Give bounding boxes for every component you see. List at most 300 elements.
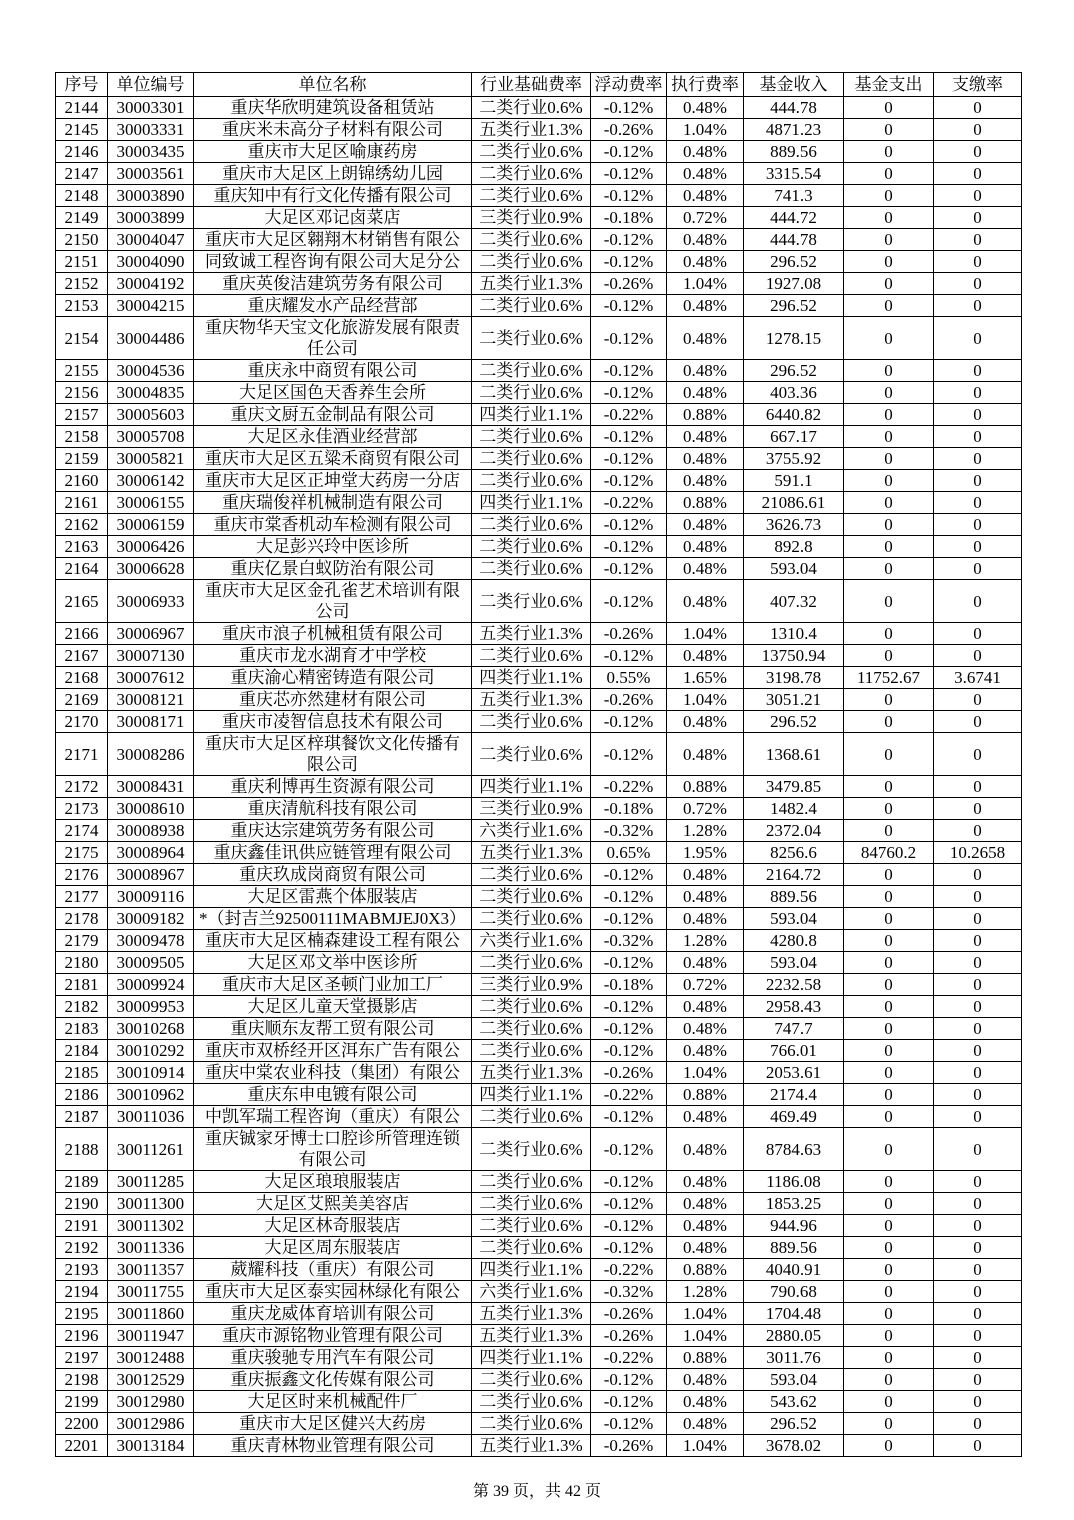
applied-rate-cell: 0.48% [667, 514, 744, 536]
fund-expenditure-cell: 0 [844, 733, 934, 776]
payment-ratio-cell: 0 [934, 426, 1022, 448]
unit-code-cell: 30008171 [108, 711, 194, 733]
unit-name-cell: 重庆市大足区健兴大药房 [194, 1413, 472, 1435]
payment-ratio-cell: 0 [934, 952, 1022, 974]
applied-rate-cell: 0.88% [667, 1259, 744, 1281]
floating-rate-cell: -0.18% [591, 798, 667, 820]
table-row [56, 1193, 1022, 1215]
table-row [56, 930, 1022, 952]
table-row [56, 1413, 1022, 1435]
fund-expenditure-cell: 0 [844, 229, 934, 251]
fund-expenditure-cell: 0 [844, 317, 934, 360]
payment-ratio-cell: 0 [934, 382, 1022, 404]
applied-rate-cell: 0.48% [667, 360, 744, 382]
seq-cell: 2159 [56, 448, 108, 470]
fund-income-cell: 3315.54 [744, 163, 844, 185]
unit-code-cell: 30006159 [108, 514, 194, 536]
applied-rate-cell: 0.48% [667, 1193, 744, 1215]
table-row [56, 996, 1022, 1018]
floating-rate-cell: -0.32% [591, 820, 667, 842]
applied-rate-cell: 0.48% [667, 163, 744, 185]
seq-cell: 2151 [56, 251, 108, 273]
payment-ratio-cell: 0 [934, 776, 1022, 798]
fund-income-cell: 3626.73 [744, 514, 844, 536]
table-row [56, 1106, 1022, 1128]
floating-rate-cell: -0.12% [591, 470, 667, 492]
unit-code-cell: 30009953 [108, 996, 194, 1018]
fund-expenditure-cell: 0 [844, 163, 934, 185]
payment-ratio-cell: 0 [934, 798, 1022, 820]
unit-name-cell: 重庆达宗建筑劳务有限公司 [194, 820, 472, 842]
applied-rate-cell: 0.48% [667, 1369, 744, 1391]
fund-table [55, 72, 1022, 1457]
payment-ratio-cell: 0 [934, 645, 1022, 667]
unit-code-cell: 30008964 [108, 842, 194, 864]
industry-base-rate-cell: 二类行业0.6% [472, 1215, 591, 1237]
applied-rate-cell: 0.48% [667, 295, 744, 317]
applied-rate-cell: 0.48% [667, 229, 744, 251]
payment-ratio-cell: 0 [934, 317, 1022, 360]
fund-income-cell: 469.49 [744, 1106, 844, 1128]
table-row [56, 448, 1022, 470]
unit-name-cell: 重庆骏驰专用汽车有限公司 [194, 1347, 472, 1369]
fund-income-cell: 1368.61 [744, 733, 844, 776]
applied-rate-cell: 0.48% [667, 251, 744, 273]
applied-rate-cell: 0.48% [667, 558, 744, 580]
applied-rate-cell: 0.48% [667, 426, 744, 448]
payment-ratio-cell: 0 [934, 996, 1022, 1018]
table-row [56, 536, 1022, 558]
industry-base-rate-cell: 二类行业0.6% [472, 1413, 591, 1435]
unit-name-cell: 葳耀科技（重庆）有限公司 [194, 1259, 472, 1281]
unit-name-cell: 重庆市大足区五粱禾商贸有限公司 [194, 448, 472, 470]
fund-expenditure-cell: 0 [844, 558, 934, 580]
industry-base-rate-cell: 五类行业1.3% [472, 119, 591, 141]
payment-ratio-cell: 0 [934, 1303, 1022, 1325]
seq-cell: 2173 [56, 798, 108, 820]
payment-ratio-cell: 0 [934, 1391, 1022, 1413]
applied-rate-cell: 1.04% [667, 1325, 744, 1347]
applied-rate-cell: 0.48% [667, 141, 744, 163]
floating-rate-cell: -0.12% [591, 1171, 667, 1193]
industry-base-rate-cell: 二类行业0.6% [472, 1128, 591, 1171]
fund-income-cell: 296.52 [744, 251, 844, 273]
seq-cell: 2148 [56, 185, 108, 207]
table-body [56, 97, 1022, 1457]
floating-rate-cell: -0.12% [591, 864, 667, 886]
fund-expenditure-cell: 0 [844, 1259, 934, 1281]
floating-rate-cell: -0.12% [591, 558, 667, 580]
fund-income-cell: 2232.58 [744, 974, 844, 996]
table-row [56, 1347, 1022, 1369]
seq-cell: 2195 [56, 1303, 108, 1325]
unit-code-cell: 30003561 [108, 163, 194, 185]
payment-ratio-cell: 0 [934, 141, 1022, 163]
seq-cell: 2155 [56, 360, 108, 382]
payment-ratio-cell: 0 [934, 404, 1022, 426]
floating-rate-cell: -0.26% [591, 1062, 667, 1084]
fund-expenditure-cell: 0 [844, 1237, 934, 1259]
fund-expenditure-cell: 0 [844, 996, 934, 1018]
unit-name-cell: 大足区周东服装店 [194, 1237, 472, 1259]
fund-expenditure-cell: 0 [844, 295, 934, 317]
fund-income-cell: 593.04 [744, 1369, 844, 1391]
floating-rate-cell: -0.12% [591, 711, 667, 733]
fund-income-cell: 3479.85 [744, 776, 844, 798]
unit-name-cell: *（封吉兰92500111MABMJEJ0X3） [194, 908, 472, 930]
table-row [56, 97, 1022, 119]
table-row [56, 820, 1022, 842]
industry-base-rate-cell: 二类行业0.6% [472, 382, 591, 404]
seq-cell: 2187 [56, 1106, 108, 1128]
applied-rate-cell: 0.48% [667, 1171, 744, 1193]
unit-code-cell: 30008286 [108, 733, 194, 776]
applied-rate-cell: 0.48% [667, 448, 744, 470]
payment-ratio-cell: 0 [934, 733, 1022, 776]
table-row [56, 1171, 1022, 1193]
payment-ratio-cell: 0 [934, 207, 1022, 229]
fund-expenditure-cell: 0 [844, 360, 934, 382]
applied-rate-cell: 0.48% [667, 864, 744, 886]
seq-cell: 2150 [56, 229, 108, 251]
fund-income-cell: 3755.92 [744, 448, 844, 470]
fund-expenditure-cell: 0 [844, 97, 934, 119]
table-row [56, 185, 1022, 207]
table-row [56, 317, 1022, 360]
applied-rate-cell: 0.48% [667, 1040, 744, 1062]
payment-ratio-cell: 0 [934, 1084, 1022, 1106]
payment-ratio-cell: 0 [934, 97, 1022, 119]
seq-cell: 2163 [56, 536, 108, 558]
page-number-footer: 第 39 页，共 42 页 [472, 1483, 601, 1500]
seq-cell: 2200 [56, 1413, 108, 1435]
floating-rate-cell: -0.12% [591, 382, 667, 404]
floating-rate-cell: -0.12% [591, 1106, 667, 1128]
floating-rate-cell: -0.12% [591, 645, 667, 667]
industry-base-rate-cell: 二类行业0.6% [472, 1237, 591, 1259]
fund-income-cell: 2053.61 [744, 1062, 844, 1084]
fund-expenditure-cell: 0 [844, 514, 934, 536]
unit-code-cell: 30008431 [108, 776, 194, 798]
unit-code-cell: 30012980 [108, 1391, 194, 1413]
fund-income-cell: 8784.63 [744, 1128, 844, 1171]
fund-expenditure-cell: 0 [844, 185, 934, 207]
fund-income-cell: 444.78 [744, 97, 844, 119]
industry-base-rate-cell: 二类行业0.6% [472, 514, 591, 536]
unit-name-cell: 重庆振鑫文化传媒有限公司 [194, 1369, 472, 1391]
payment-ratio-cell: 0 [934, 1369, 1022, 1391]
floating-rate-cell: -0.32% [591, 930, 667, 952]
unit-name-cell: 重庆市源铭物业管理有限公司 [194, 1325, 472, 1347]
industry-base-rate-cell: 二类行业0.6% [472, 886, 591, 908]
applied-rate-cell: 0.88% [667, 404, 744, 426]
unit-code-cell: 30005603 [108, 404, 194, 426]
seq-cell: 2194 [56, 1281, 108, 1303]
unit-code-cell: 30008121 [108, 689, 194, 711]
industry-base-rate-cell: 二类行业0.6% [472, 558, 591, 580]
floating-rate-cell: -0.12% [591, 514, 667, 536]
table-row [56, 798, 1022, 820]
applied-rate-cell: 0.72% [667, 798, 744, 820]
payment-ratio-cell: 0 [934, 1281, 1022, 1303]
payment-ratio-cell: 0 [934, 711, 1022, 733]
table-row [56, 864, 1022, 886]
fund-income-cell: 944.96 [744, 1215, 844, 1237]
table-row [56, 580, 1022, 623]
fund-income-cell: 3051.21 [744, 689, 844, 711]
col-header-floating-rate: 浮动费率 [591, 73, 667, 97]
floating-rate-cell: -0.12% [591, 886, 667, 908]
floating-rate-cell: -0.12% [591, 141, 667, 163]
col-header-fund-expenditure: 基金支出 [844, 73, 934, 97]
fund-income-cell: 1927.08 [744, 273, 844, 295]
unit-name-cell: 大足区时来机械配件厂 [194, 1391, 472, 1413]
industry-base-rate-cell: 五类行业1.3% [472, 689, 591, 711]
fund-income-cell: 790.68 [744, 1281, 844, 1303]
fund-expenditure-cell: 0 [844, 1369, 934, 1391]
col-header-unit-code: 单位编号 [108, 73, 194, 97]
unit-code-cell: 30011755 [108, 1281, 194, 1303]
fund-expenditure-cell: 0 [844, 426, 934, 448]
fund-expenditure-cell: 0 [844, 1413, 934, 1435]
payment-ratio-cell: 0 [934, 1413, 1022, 1435]
unit-name-cell: 大足区琅琅服装店 [194, 1171, 472, 1193]
unit-code-cell: 30006142 [108, 470, 194, 492]
unit-name-cell: 重庆市大足区泰实园林绿化有限公 [194, 1281, 472, 1303]
unit-code-cell: 30010292 [108, 1040, 194, 1062]
col-header-industry-base-rate: 行业基础费率 [472, 73, 591, 97]
floating-rate-cell: -0.12% [591, 317, 667, 360]
industry-base-rate-cell: 二类行业0.6% [472, 229, 591, 251]
seq-cell: 2198 [56, 1369, 108, 1391]
industry-base-rate-cell: 二类行业0.6% [472, 470, 591, 492]
seq-cell: 2188 [56, 1128, 108, 1171]
unit-name-cell: 重庆龙威体育培训有限公司 [194, 1303, 472, 1325]
fund-expenditure-cell: 0 [844, 141, 934, 163]
unit-code-cell: 30011300 [108, 1193, 194, 1215]
floating-rate-cell: -0.12% [591, 536, 667, 558]
seq-cell: 2162 [56, 514, 108, 536]
fund-income-cell: 543.62 [744, 1391, 844, 1413]
unit-name-cell: 重庆市浪子机械租赁有限公司 [194, 623, 472, 645]
table-row [56, 1303, 1022, 1325]
payment-ratio-cell: 0 [934, 492, 1022, 514]
industry-base-rate-cell: 二类行业0.6% [472, 1391, 591, 1413]
table-row [56, 1325, 1022, 1347]
table-row [56, 251, 1022, 273]
unit-name-cell: 重庆铖家牙博士口腔诊所管理连锁有限公司 [194, 1128, 472, 1171]
fund-expenditure-cell: 0 [844, 1215, 934, 1237]
payment-ratio-cell: 3.6741 [934, 667, 1022, 689]
fund-expenditure-cell: 0 [844, 207, 934, 229]
fund-income-cell: 21086.61 [744, 492, 844, 514]
applied-rate-cell: 0.48% [667, 645, 744, 667]
unit-code-cell: 30005708 [108, 426, 194, 448]
unit-name-cell: 重庆耀发水产品经营部 [194, 295, 472, 317]
seq-cell: 2171 [56, 733, 108, 776]
unit-code-cell: 30008967 [108, 864, 194, 886]
fund-income-cell: 1482.4 [744, 798, 844, 820]
seq-cell: 2145 [56, 119, 108, 141]
applied-rate-cell: 0.48% [667, 952, 744, 974]
payment-ratio-cell: 0 [934, 119, 1022, 141]
fund-expenditure-cell: 0 [844, 119, 934, 141]
seq-cell: 2174 [56, 820, 108, 842]
table-row [56, 645, 1022, 667]
applied-rate-cell: 0.88% [667, 776, 744, 798]
floating-rate-cell: -0.12% [591, 1018, 667, 1040]
applied-rate-cell: 0.88% [667, 492, 744, 514]
table-row [56, 514, 1022, 536]
table-row [56, 558, 1022, 580]
fund-expenditure-cell: 0 [844, 1281, 934, 1303]
fund-income-cell: 892.8 [744, 536, 844, 558]
seq-cell: 2180 [56, 952, 108, 974]
payment-ratio-cell: 0 [934, 229, 1022, 251]
industry-base-rate-cell: 四类行业1.1% [472, 1084, 591, 1106]
table-row [56, 842, 1022, 864]
fund-expenditure-cell: 0 [844, 623, 934, 645]
seq-cell: 2193 [56, 1259, 108, 1281]
table-row [56, 952, 1022, 974]
industry-base-rate-cell: 二类行业0.6% [472, 97, 591, 119]
applied-rate-cell: 0.48% [667, 1215, 744, 1237]
applied-rate-cell: 0.48% [667, 1237, 744, 1259]
fund-income-cell: 6440.82 [744, 404, 844, 426]
payment-ratio-cell: 0 [934, 1106, 1022, 1128]
fund-income-cell: 591.1 [744, 470, 844, 492]
industry-base-rate-cell: 四类行业1.1% [472, 492, 591, 514]
seq-cell: 2172 [56, 776, 108, 798]
table-row [56, 1018, 1022, 1040]
payment-ratio-cell: 0 [934, 1128, 1022, 1171]
unit-name-cell: 重庆文厨五金制品有限公司 [194, 404, 472, 426]
fund-expenditure-cell: 0 [844, 689, 934, 711]
unit-code-cell: 30009116 [108, 886, 194, 908]
payment-ratio-cell: 0 [934, 886, 1022, 908]
floating-rate-cell: 0.65% [591, 842, 667, 864]
unit-name-cell: 重庆市大足区喻康药房 [194, 141, 472, 163]
floating-rate-cell: -0.12% [591, 1193, 667, 1215]
applied-rate-cell: 1.04% [667, 1435, 744, 1457]
applied-rate-cell: 0.48% [667, 908, 744, 930]
fund-income-cell: 296.52 [744, 295, 844, 317]
fund-expenditure-cell: 0 [844, 251, 934, 273]
seq-cell: 2168 [56, 667, 108, 689]
applied-rate-cell: 1.04% [667, 689, 744, 711]
fund-expenditure-cell: 0 [844, 1193, 934, 1215]
unit-name-cell: 大足区邓记卤菜店 [194, 207, 472, 229]
payment-ratio-cell: 0 [934, 1193, 1022, 1215]
unit-code-cell: 30003435 [108, 141, 194, 163]
seq-cell: 2191 [56, 1215, 108, 1237]
seq-cell: 2177 [56, 886, 108, 908]
fund-expenditure-cell: 0 [844, 1171, 934, 1193]
fund-expenditure-cell: 0 [844, 952, 934, 974]
fund-expenditure-cell: 0 [844, 1303, 934, 1325]
unit-name-cell: 大足区林奇服装店 [194, 1215, 472, 1237]
applied-rate-cell: 1.95% [667, 842, 744, 864]
seq-cell: 2153 [56, 295, 108, 317]
fund-income-cell: 741.3 [744, 185, 844, 207]
seq-cell: 2149 [56, 207, 108, 229]
industry-base-rate-cell: 二类行业0.6% [472, 864, 591, 886]
industry-base-rate-cell: 六类行业1.6% [472, 930, 591, 952]
floating-rate-cell: -0.12% [591, 1128, 667, 1171]
unit-name-cell: 重庆中棠农业科技（集团）有限公 [194, 1062, 472, 1084]
payment-ratio-cell: 0 [934, 930, 1022, 952]
unit-name-cell: 重庆市大足区正坤堂大药房一分店 [194, 470, 472, 492]
unit-code-cell: 30004192 [108, 273, 194, 295]
unit-code-cell: 30012488 [108, 1347, 194, 1369]
floating-rate-cell: -0.12% [591, 229, 667, 251]
industry-base-rate-cell: 二类行业0.6% [472, 360, 591, 382]
payment-ratio-cell: 0 [934, 273, 1022, 295]
floating-rate-cell: -0.26% [591, 689, 667, 711]
unit-name-cell: 重庆市大足区上朗锦绣幼儿园 [194, 163, 472, 185]
seq-cell: 2161 [56, 492, 108, 514]
floating-rate-cell: -0.26% [591, 119, 667, 141]
unit-name-cell: 重庆芯亦然建材有限公司 [194, 689, 472, 711]
seq-cell: 2154 [56, 317, 108, 360]
table-row [56, 404, 1022, 426]
seq-cell: 2170 [56, 711, 108, 733]
payment-ratio-cell: 0 [934, 908, 1022, 930]
table-row [56, 1259, 1022, 1281]
unit-code-cell: 30008938 [108, 820, 194, 842]
fund-income-cell: 4040.91 [744, 1259, 844, 1281]
applied-rate-cell: 0.48% [667, 996, 744, 1018]
table-row [56, 1369, 1022, 1391]
unit-code-cell: 30009924 [108, 974, 194, 996]
fund-income-cell: 8256.6 [744, 842, 844, 864]
fund-expenditure-cell: 84760.2 [844, 842, 934, 864]
industry-base-rate-cell: 五类行业1.3% [472, 1325, 591, 1347]
table-row [56, 492, 1022, 514]
payment-ratio-cell: 0 [934, 1259, 1022, 1281]
industry-base-rate-cell: 三类行业0.9% [472, 207, 591, 229]
unit-code-cell: 30006933 [108, 580, 194, 623]
floating-rate-cell: -0.12% [591, 952, 667, 974]
industry-base-rate-cell: 二类行业0.6% [472, 163, 591, 185]
seq-cell: 2184 [56, 1040, 108, 1062]
floating-rate-cell: -0.12% [591, 996, 667, 1018]
applied-rate-cell: 0.48% [667, 1106, 744, 1128]
industry-base-rate-cell: 三类行业0.9% [472, 974, 591, 996]
floating-rate-cell: -0.18% [591, 974, 667, 996]
table-row [56, 689, 1022, 711]
seq-cell: 2189 [56, 1171, 108, 1193]
industry-base-rate-cell: 二类行业0.6% [472, 733, 591, 776]
applied-rate-cell: 0.48% [667, 1018, 744, 1040]
unit-name-cell: 重庆鑫佳讯供应链管理有限公司 [194, 842, 472, 864]
unit-name-cell: 重庆亿景白蚁防治有限公司 [194, 558, 472, 580]
unit-code-cell: 30003899 [108, 207, 194, 229]
fund-income-cell: 1853.25 [744, 1193, 844, 1215]
unit-name-cell: 大足区永佳酒业经营部 [194, 426, 472, 448]
fund-expenditure-cell: 0 [844, 908, 934, 930]
fund-expenditure-cell: 0 [844, 404, 934, 426]
industry-base-rate-cell: 二类行业0.6% [472, 295, 591, 317]
floating-rate-cell: -0.26% [591, 1435, 667, 1457]
payment-ratio-cell: 0 [934, 360, 1022, 382]
floating-rate-cell: -0.12% [591, 1391, 667, 1413]
fund-expenditure-cell: 0 [844, 448, 934, 470]
table-row [56, 711, 1022, 733]
seq-cell: 2176 [56, 864, 108, 886]
unit-name-cell: 重庆清航科技有限公司 [194, 798, 472, 820]
industry-base-rate-cell: 二类行业0.6% [472, 536, 591, 558]
